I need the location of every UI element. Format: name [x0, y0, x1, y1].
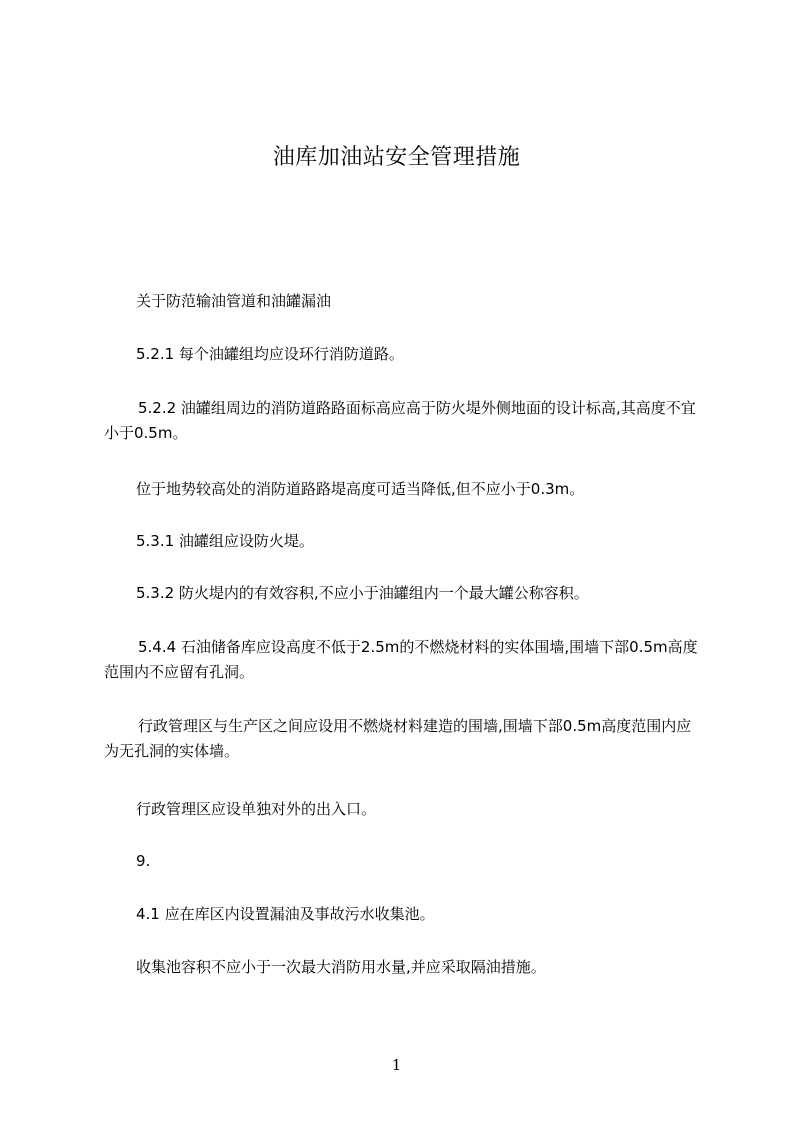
paragraph-4: 位于地势较高处的消防道路路堤高度可适当降低,但不应小于0.3m。 — [136, 480, 585, 498]
paragraph-1: 关于防范输油管道和油罐漏油 — [136, 292, 332, 310]
paragraph-5: 5.3.1 油罐组应设防火堤。 — [136, 532, 314, 550]
paragraph-9: 行政管理区应设单独对外的出入口。 — [136, 800, 377, 818]
page-number: 1 — [391, 1056, 402, 1074]
paragraph-12: 收集池容积不应小于一次最大消防用水量,并应采取隔油措施。 — [136, 958, 546, 976]
paragraph-10: 9. — [136, 852, 151, 870]
paragraph-6: 5.3.2 防火堤内的有效容积,不应小于油罐组内一个最大罐公称容积。 — [136, 584, 589, 602]
paragraph-3: 5.2.2 油罐组周边的消防道路路面标高应高于防火堤外侧地面的设计标高,其高度不宜小于0.5m。 — [104, 399, 696, 442]
paragraph-11: 4.1 应在库区内设置漏油及事故污水收集池。 — [136, 905, 435, 923]
paragraph-2: 5.2.1 每个油罐组均应设环行消防道路。 — [136, 345, 404, 363]
paragraph-8: 行政管理区与生产区之间应设用不燃烧材料建造的围墙,围墙下部0.5m高度范围内应为无孔洞的实体墙。 — [104, 717, 692, 760]
paragraph-7: 5.4.4 石油储备库应设高度不低于2.5m的不燃烧材料的实体围墙,围墙下部0.5m高度范围内不应留有孔洞。 — [104, 638, 698, 681]
document-title: 油库加油站安全管理措施 — [272, 145, 521, 170]
